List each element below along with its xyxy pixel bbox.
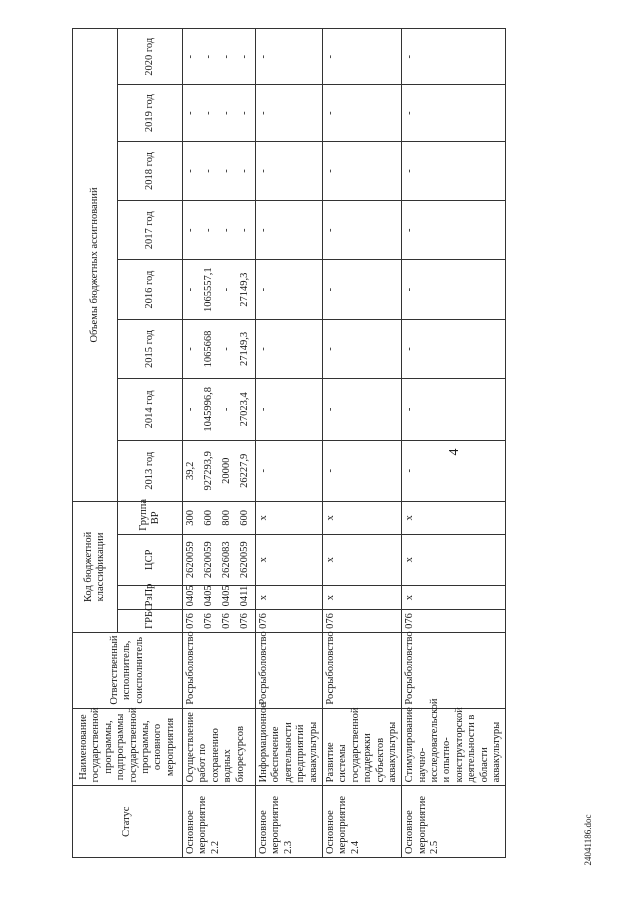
cell-2018: -: [201, 141, 219, 200]
header-csr: ЦСР: [118, 534, 183, 585]
cell-2017: -: [237, 201, 256, 260]
cell-2018: -: [219, 141, 237, 200]
cell-vr: 800: [219, 501, 237, 534]
cell-2013: -: [256, 440, 323, 501]
cell-vr: х: [256, 501, 323, 534]
header-executor: Ответственный исполнитель, соисполнитель: [73, 632, 183, 708]
header-rzpr: РзПр: [118, 585, 183, 610]
cell-2020: -: [237, 29, 256, 86]
header-year-2017: 2017 год: [118, 201, 183, 260]
cell-csr: 2620059: [237, 534, 256, 585]
budget-allocation-table: [72, 28, 506, 858]
cell-grbs: 076: [323, 610, 402, 633]
cell-csr: х: [256, 534, 323, 585]
cell-csr: 2620059: [183, 534, 202, 585]
cell-2018: -: [256, 141, 323, 200]
cell-2016: -: [219, 260, 237, 319]
header-status: Статус: [73, 786, 183, 858]
cell-2013: 26227,9: [237, 440, 256, 501]
cell-2016: -: [402, 260, 506, 319]
table-row: [402, 29, 506, 858]
header-year-2013: 2013 год: [118, 440, 183, 501]
cell-2013: 927293,9: [201, 440, 219, 501]
header-grbs: ГРБС: [118, 610, 183, 633]
cell-2020: -: [256, 29, 323, 86]
cell-2013: 20000: [219, 440, 237, 501]
cell-2020: -: [183, 29, 202, 86]
cell-csr: х: [402, 534, 506, 585]
table-row: [183, 29, 202, 858]
header-budget-code: Код бюджетной классификации: [73, 501, 118, 632]
cell-vr: 600: [237, 501, 256, 534]
cell-2016: -: [323, 260, 402, 319]
row-name: Осуществление работ по сохранению водных биоресурсов: [183, 708, 256, 786]
cell-grbs: 076: [219, 610, 237, 633]
cell-2016: -: [256, 260, 323, 319]
cell-2015: -: [256, 319, 323, 378]
cell-2014: -: [402, 379, 506, 440]
cell-2017: -: [219, 201, 237, 260]
cell-2014: 27023,4: [237, 379, 256, 440]
cell-2016: 1065557,1: [201, 260, 219, 319]
row-executor: Росрыболовство: [183, 632, 256, 708]
cell-rzpr: 0405: [219, 585, 237, 610]
cell-2014: -: [256, 379, 323, 440]
row-name: Стимулирование научно-исследовательской и опытно-конструкторской деятельности в области аквакультуры: [402, 708, 506, 786]
page-number: 4: [447, 448, 462, 456]
row-status: Основное мероприятие 2.4: [323, 786, 402, 858]
cell-2018: -: [237, 141, 256, 200]
table-row: [323, 29, 402, 858]
cell-2020: -: [323, 29, 402, 86]
cell-2016: -: [183, 260, 202, 319]
cell-2019: -: [402, 85, 506, 141]
header-name: Наименование государственной программы, подпрограммы государственной программы, основного мероприятия: [73, 708, 183, 786]
cell-vr: 300: [183, 501, 202, 534]
table-row: [256, 29, 323, 858]
cell-2017: -: [183, 201, 202, 260]
header-budget-volumes: Объемы бюджетных ассигнований: [73, 29, 118, 502]
cell-2019: -: [237, 85, 256, 141]
cell-2014: 1045996,8: [201, 379, 219, 440]
cell-2014: -: [219, 379, 237, 440]
cell-rzpr: 0405: [201, 585, 219, 610]
cell-2019: -: [323, 85, 402, 141]
header-year-2018: 2018 год: [118, 141, 183, 200]
cell-2018: -: [402, 141, 506, 200]
row-executor: Росрыболовство: [256, 632, 323, 708]
row-executor: Росрыболовство: [402, 632, 506, 708]
cell-2020: -: [219, 29, 237, 86]
cell-2018: -: [183, 141, 202, 200]
cell-csr: 2620059: [201, 534, 219, 585]
cell-2013: 39,2: [183, 440, 202, 501]
rotated-table-container: [72, 28, 557, 858]
header-row-top: [73, 29, 118, 858]
header-year-2014: 2014 год: [118, 379, 183, 440]
cell-grbs: 076: [183, 610, 202, 633]
cell-2015: 27149,3: [237, 319, 256, 378]
row-executor: Росрыболовство: [323, 632, 402, 708]
row-name: Развитие системы государственной поддержки субъектов аквакультуры: [323, 708, 402, 786]
header-year-2015: 2015 год: [118, 319, 183, 378]
cell-rzpr: 0405: [183, 585, 202, 610]
cell-2017: -: [256, 201, 323, 260]
header-year-2016: 2016 год: [118, 260, 183, 319]
cell-grbs: 076: [256, 610, 323, 633]
cell-rzpr: х: [256, 585, 323, 610]
cell-2015: -: [183, 319, 202, 378]
cell-2017: -: [402, 201, 506, 260]
cell-2019: -: [256, 85, 323, 141]
cell-rzpr: х: [402, 585, 506, 610]
cell-csr: х: [323, 534, 402, 585]
cell-2017: -: [323, 201, 402, 260]
row-status: Основное мероприятие 2.2: [183, 786, 256, 858]
cell-2019: -: [219, 85, 237, 141]
cell-2014: -: [323, 379, 402, 440]
cell-vr: х: [323, 501, 402, 534]
cell-2019: -: [201, 85, 219, 141]
row-name: Информационное обеспечение деятельности предприятий аквакультуры: [256, 708, 323, 786]
cell-2015: 1065668: [201, 319, 219, 378]
cell-2018: -: [323, 141, 402, 200]
header-year-2019: 2019 год: [118, 85, 183, 141]
cell-grbs: 076: [201, 610, 219, 633]
rotated-page-area: [72, 28, 557, 858]
cell-grbs: 076: [402, 610, 506, 633]
cell-rzpr: 0411: [237, 585, 256, 610]
cell-csr: 2626083: [219, 534, 237, 585]
row-status: Основное мероприятие 2.5: [402, 786, 506, 858]
cell-2020: -: [402, 29, 506, 86]
cell-vr: х: [402, 501, 506, 534]
cell-2019: -: [183, 85, 202, 141]
cell-2015: -: [402, 319, 506, 378]
cell-2013: -: [323, 440, 402, 501]
cell-2013: -: [402, 440, 506, 501]
cell-2015: -: [219, 319, 237, 378]
row-status: Основное мероприятие 2.3: [256, 786, 323, 858]
cell-2020: -: [201, 29, 219, 86]
cell-2016: 27149,3: [237, 260, 256, 319]
cell-rzpr: х: [323, 585, 402, 610]
cell-2014: -: [183, 379, 202, 440]
cell-vr: 600: [201, 501, 219, 534]
cell-2015: -: [323, 319, 402, 378]
header-vr: Группа ВР: [118, 501, 183, 534]
header-year-2020: 2020 год: [118, 29, 183, 86]
cell-2017: -: [201, 201, 219, 260]
document-file-code: 24041186.doc: [583, 814, 593, 866]
cell-grbs: 076: [237, 610, 256, 633]
